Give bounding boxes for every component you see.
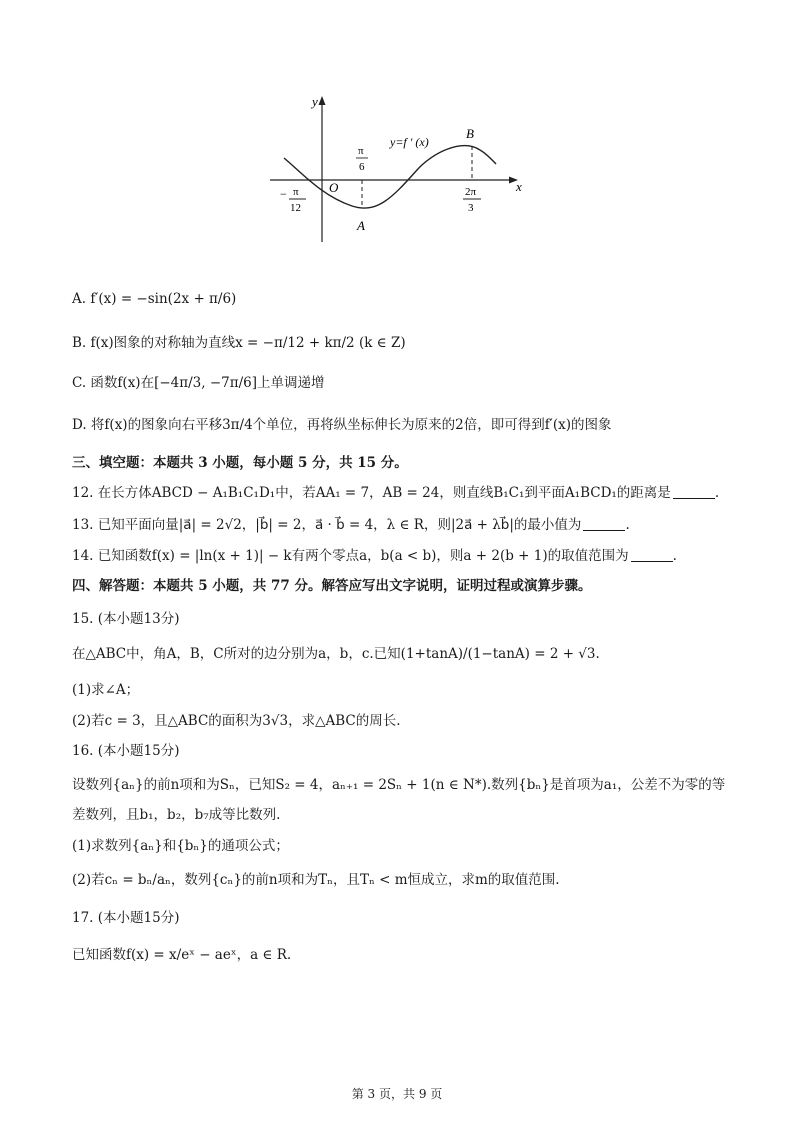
question-16-stem-line-1: 设数列{aₙ}的前n项和为Sₙ，已知S₂ = 4，aₙ₊₁ = 2Sₙ + 1(n ∈ N*).数列{bₙ}是首项为a₁，公差不为零的等 <box>72 777 726 793</box>
derivative-graph-svg <box>262 88 532 250</box>
question-12-text: 12. 在长方体ABCD − A₁B₁C₁D₁中，若AA₁ = 7，AB = 24，则直线B₁C₁到平面A₁BCD₁的距离是 <box>72 485 671 501</box>
option-d: D. 将f(x)的图象向右平移3π/4个单位，再将纵坐标伸长为原来的2倍，即可得到f′(x)的图象 <box>72 417 612 433</box>
section-answer-heading: 四、解答题：本题共 5 小题，共 77 分。解答应写出文字说明，证明过程或演算步骤。 <box>72 578 592 594</box>
question-13: 13. 已知平面向量|a⃗| = 2√2，|b⃗| = 2，a⃗ · b⃗ = 4，λ ∈ R，则|2a⃗ + λb⃗|的最小值为 . <box>72 517 630 533</box>
question-12-blank[interactable] <box>673 484 715 499</box>
tick-neg-pi12-sign: − <box>280 187 287 201</box>
question-14-blank[interactable] <box>631 547 673 562</box>
question-16-heading: 16. (本小题15分) <box>72 743 180 759</box>
question-16-part-2: (2)若cₙ = bₙ/aₙ，数列{cₙ}的前n项和为Tₙ，且Tₙ < m恒成立，求m的取值范围. <box>72 872 560 888</box>
question-16-part-1: (1)求数列{aₙ}和{bₙ}的通项公式； <box>72 838 289 854</box>
option-b: B. f(x)图象的对称轴为直线x = −π/12 + kπ/2 (k ∈ Z) <box>72 335 406 351</box>
question-17-heading: 17. (本小题15分) <box>72 910 180 926</box>
derivative-graph-figure <box>262 88 532 250</box>
question-15-heading: 15. (本小题13分) <box>72 611 180 627</box>
page-footer: 第 3 页，共 9 页 <box>351 1087 443 1101</box>
question-15-part-2: (2)若c = 3，且△ABC的面积为3√3，求△ABC的周长. <box>72 713 401 729</box>
question-13-blank[interactable] <box>583 516 625 531</box>
point-b-label: B <box>466 126 474 141</box>
question-16-stem-line-2: 差数列，且b₁，b₂，b₇成等比数列. <box>72 807 281 823</box>
tick-neg-pi12-numerator: π <box>293 186 299 198</box>
tick-neg-pi12-denominator: 12 <box>290 202 301 214</box>
tick-2pi3-numerator: 2π <box>465 186 477 198</box>
question-15-stem: 在△ABC中，角A，B，C所对的边分别为a，b，c.已知(1+tanA)/(1−tanA) = 2 + √3. <box>72 646 600 662</box>
question-17-stem: 已知函数f(x) = x/eˣ − aeˣ，a ∈ R. <box>72 947 292 963</box>
origin-label: O <box>329 180 339 195</box>
x-axis-label: x <box>516 179 522 194</box>
curve-label: y=f ′ (x) <box>390 135 429 149</box>
question-13-text: 13. 已知平面向量|a⃗| = 2√2，|b⃗| = 2，a⃗ · b⃗ = 4，λ ∈ R，则|2a⃗ + λb⃗|的最小值为 <box>72 517 582 533</box>
tick-pi6-numerator: π <box>358 145 364 157</box>
question-14-text: 14. 已知函数f(x) = |ln(x + 1)| − k有两个零点a，b(a < b)，则a + 2(b + 1)的取值范围为 <box>72 548 629 564</box>
y-axis-label: y <box>312 94 318 109</box>
question-14: 14. 已知函数f(x) = |ln(x + 1)| − k有两个零点a，b(a < b)，则a + 2(b + 1)的取值范围为 . <box>72 548 677 564</box>
tick-pi6-denominator: 6 <box>359 161 365 173</box>
option-c: C. 函数f(x)在[−4π/3, −7π/6]上单调递增 <box>72 375 325 391</box>
question-15-part-1: (1)求∠A； <box>72 682 140 698</box>
section-fill-in-heading: 三、填空题：本题共 3 小题，每小题 5 分，共 15 分。 <box>72 455 408 471</box>
option-a: A. f′(x) = −sin(2x + π/6) <box>72 291 237 307</box>
point-a-label: A <box>357 218 365 233</box>
question-12: 12. 在长方体ABCD − A₁B₁C₁D₁中，若AA₁ = 7，AB = 24，则直线B₁C₁到平面A₁BCD₁的距离是 . <box>72 485 720 501</box>
tick-2pi3-denominator: 3 <box>468 202 474 214</box>
y-axis-arrow-icon <box>319 96 326 105</box>
